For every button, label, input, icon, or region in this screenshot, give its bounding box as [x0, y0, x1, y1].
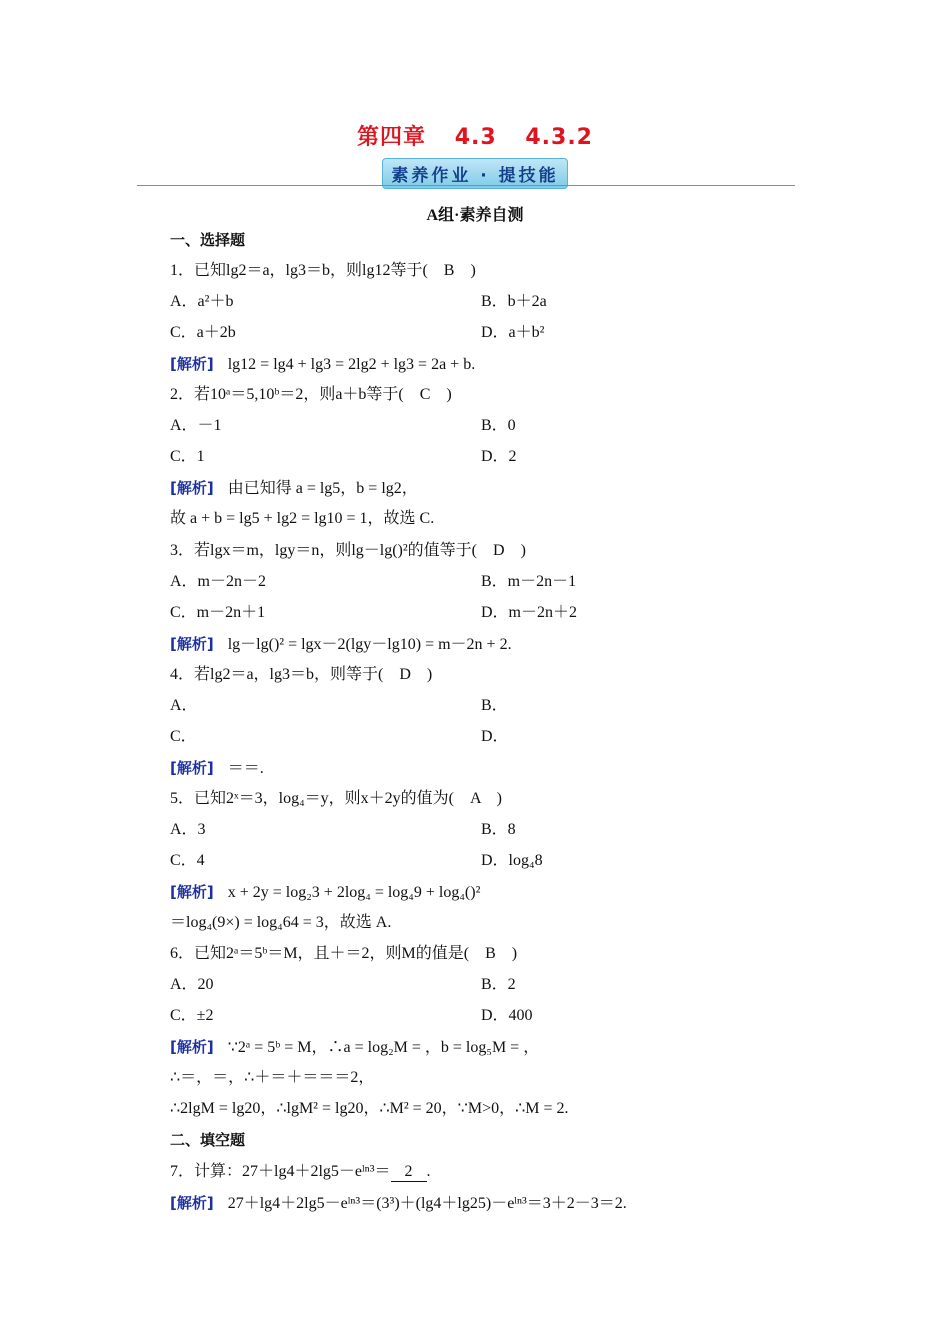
option-left: A．3	[170, 821, 206, 838]
question-text: 7．计算：27＋lg4＋2lg5－eˡⁿ³＝	[170, 1163, 391, 1180]
option-left: A．m－2n－2	[170, 573, 267, 590]
text-line: 6．已知2ᵃ＝5ᵇ＝M，且＋＝2，则M的值是( B )	[170, 945, 518, 962]
option-right: B．2	[481, 976, 516, 993]
analysis-line	[170, 633, 512, 656]
option-right: B．m－2n－1	[481, 573, 577, 590]
option-right: B．	[481, 697, 508, 714]
option-left: A．－1	[170, 417, 222, 434]
analysis-text: lg12 = lg4 + lg3 = 2lg2 + lg3 = 2a + b.	[227, 356, 476, 373]
analysis-tag: [解析]	[170, 1038, 214, 1056]
option-right: B．b＋2a	[481, 293, 547, 310]
text-line: 2．若10ᵃ＝5,10ᵇ＝2，则a＋b等于( C )	[170, 386, 452, 403]
analysis-text: x + 2y = log₂3 + 2log₄ = log₄9 + log₄()²	[227, 884, 481, 901]
text-line: 故 a + b = lg5 + lg2 = lg10 = 1，故选 C.	[170, 510, 435, 527]
banner-badge: 素养作业 · 提技能	[382, 158, 567, 189]
fill-question	[170, 1161, 431, 1183]
option-right: D．a＋b²	[481, 324, 545, 341]
option-left: C．m－2n＋1	[170, 604, 266, 621]
analysis-text: ∵2ᵃ = 5ᵇ = M，∴a = log₂M = ，b = log₅M = ，	[227, 1039, 540, 1056]
analysis-tag: [解析]	[170, 479, 214, 497]
option-right: D．400	[481, 1007, 533, 1024]
analysis-line	[170, 353, 475, 376]
group-title: A组·素养自测	[426, 207, 524, 224]
option-right: B．0	[481, 417, 516, 434]
analysis-tag: [解析]	[170, 1194, 214, 1212]
analysis-tag: [解析]	[170, 355, 214, 373]
section-heading: 二、填空题	[170, 1131, 246, 1149]
text-line: 4．若lg2＝a，lg3＝b，则等于( D )	[170, 666, 433, 683]
option-left: A．20	[170, 976, 214, 993]
analysis-line	[170, 881, 480, 904]
option-left: C．a＋2b	[170, 324, 236, 341]
option-right: D．m－2n＋2	[481, 604, 578, 621]
option-left: C．1	[170, 448, 205, 465]
text-line: 3．若lgx＝m，lgy＝n，则lg－lg()²的值等于( D )	[170, 542, 526, 559]
analysis-text: lg－lg()² = lgx－2(lgy－lg10) = m－2n + 2.	[227, 636, 512, 653]
option-left: C．±2	[170, 1007, 214, 1024]
text-line: 1．已知lg2＝a，lg3＝b，则lg12等于( B )	[170, 262, 476, 279]
analysis-line	[170, 757, 264, 780]
text-line: ＝log₄(9×) = log₄64 = 3，故选 A.	[170, 914, 392, 931]
analysis-tag: [解析]	[170, 883, 214, 901]
option-left: A．	[170, 697, 198, 714]
analysis-line	[170, 1036, 539, 1059]
subsection-label: 4.3.2	[525, 125, 593, 150]
option-right: B．8	[481, 821, 516, 838]
analysis-text: ＝＝.	[227, 760, 264, 777]
chapter-label: 第四章	[357, 125, 427, 150]
text-line: ∴2lgM = lg20，∴lgM² = lg20，∴M² = 20，∵M>0，∴M = 2.	[170, 1100, 569, 1117]
analysis-text: 27＋lg4＋2lg5－eˡⁿ³＝(3³)＋(lg4＋lg25)－eˡⁿ³＝3＋2－3＝2.	[227, 1195, 627, 1212]
option-left: C．4	[170, 852, 205, 869]
analysis-text: 由已知得 a = lg5，b = lg2，	[227, 480, 418, 497]
option-right: D．	[481, 728, 509, 745]
option-left: A．a²＋b	[170, 293, 234, 310]
analysis-tag: [解析]	[170, 635, 214, 653]
answer-blank: 2	[391, 1163, 427, 1182]
analysis-tag: [解析]	[170, 759, 214, 777]
text-line: 5．已知2ˣ＝3，log₄＝y，则x＋2y的值为( A )	[170, 790, 502, 807]
option-right: D．2	[481, 448, 517, 465]
section-label: 4.3	[454, 125, 497, 150]
text-line: ∴＝，＝，∴＋＝＋＝＝＝2，	[170, 1069, 375, 1086]
analysis-line	[170, 1192, 627, 1215]
header-rule	[137, 185, 795, 186]
analysis-line	[170, 477, 418, 500]
page-title	[0, 120, 950, 151]
option-left: C．	[170, 728, 197, 745]
question-end: .	[426, 1163, 431, 1180]
section-heading: 一、选择题	[170, 231, 246, 249]
option-right: D．log₄8	[481, 852, 543, 869]
